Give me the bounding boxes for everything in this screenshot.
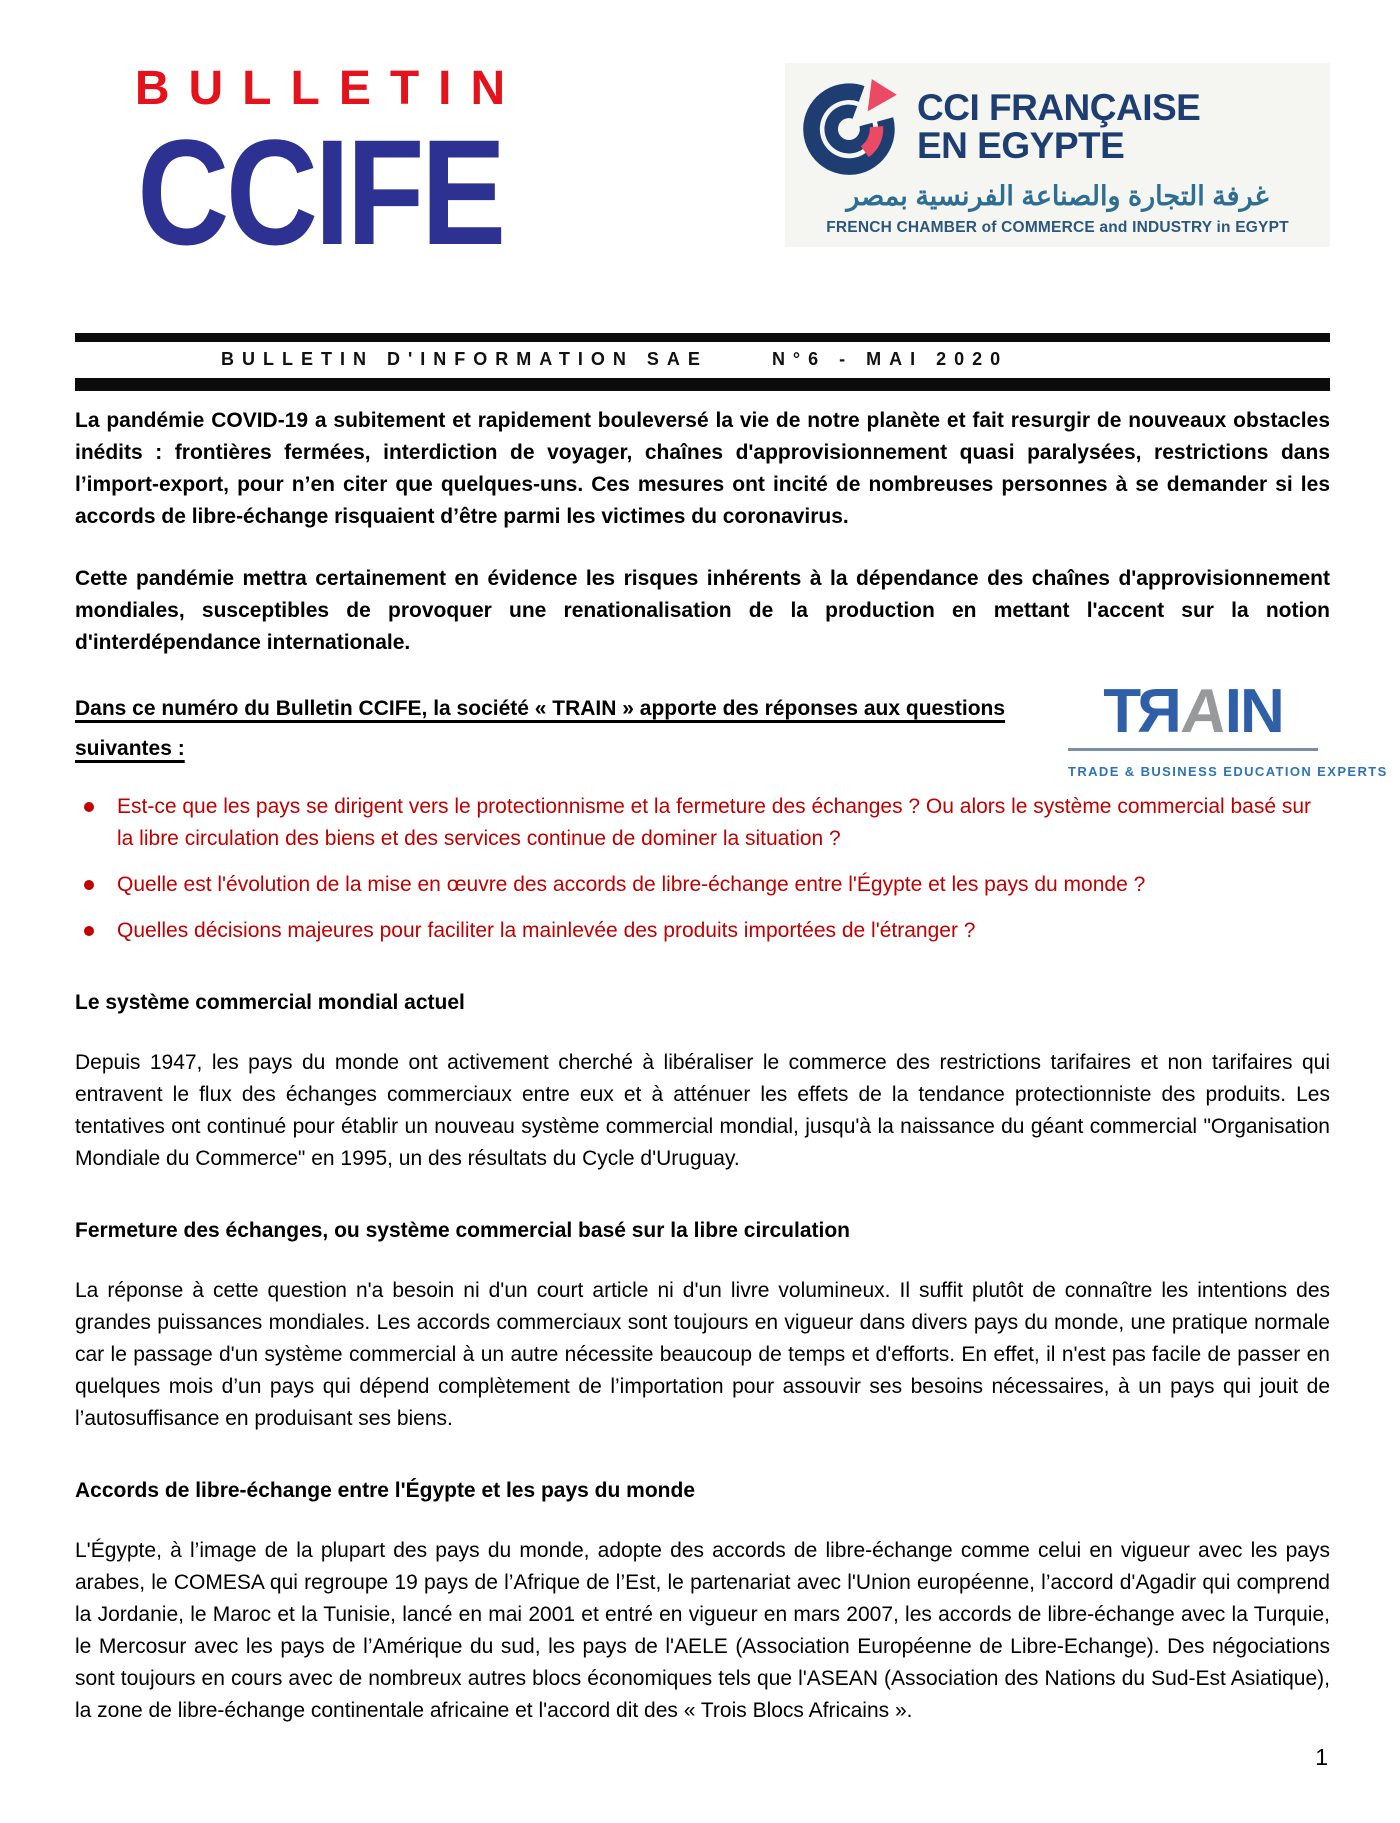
issue-banner	[75, 333, 1330, 391]
train-wordmark-icon	[1068, 677, 1318, 746]
masthead-title-block	[95, 62, 545, 276]
issue-banner-number: N°6 - MAI 2020	[771, 349, 1009, 369]
train-letter-t: T	[1103, 677, 1140, 746]
cci-org-name	[917, 89, 1200, 164]
train-letter-n: N	[1239, 677, 1283, 746]
page-number: 1	[1315, 1744, 1328, 1770]
section-body-free-trade-agreements: L'Égypte, à l’image de la plupart des pays du monde, adopte des accords de libre-échange comme celui en vigueur avec les pays arabes, le COMESA qui regroupe 19 pays de l’Afrique de l’Est, le partenariat avec l'Union européenne, l’accord d'Agadir qui comprend la Jordanie, le Maroc et la Tunisie, lancé en mai 2001 et entré en vigueur en mars 2007, les accords de libre-échange avec la Turquie, le Mercosur avec les pays de l’Amérique du sud, les pays de l'AELE (Association Européenne de Libre-Echange). Des négociations sont toujours en cours avec de nombreux autres blocs économiques tels que l'ASEAN (Association des Nations du Sud-Est Asiatique), la zone de libre-échange continentale africaine et l'accord dit des « Trois Blocs Africains ».	[75, 1539, 1330, 1722]
lead-in-row	[75, 677, 1388, 779]
question-list	[75, 791, 1330, 947]
train-logo	[1068, 677, 1388, 788]
section-body-world-trade-system: Depuis 1947, les pays du monde ont activement cherché à libéraliser le commerce des restrictions tarifaires et non tarifaires qui entravent le flux des échanges commerciaux entre eux et à atténuer les effets de la tendance protectionniste des produits. Les tentatives ont continué pour établir un nouveau système commercial mondial, jusqu'à la naissance du géant commercial "Organisation Mondiale du Commerce" en 1995, un des résultats du Cycle d'Uruguay.	[75, 1051, 1330, 1170]
cci-english-name: FRENCH CHAMBER of COMMERCE and INDUSTRY in EGYPT	[826, 219, 1289, 237]
section-heading-free-trade-agreements: Accords de libre-échange entre l'Égypte et les pays du monde	[75, 1479, 696, 1502]
intro-paragraph-1: La pandémie COVID-19 a subitement et rapidement bouleversé la vie de notre planète et fait resurgir de nouveaux obstacles inédits : frontières fermées, interdiction de voyager, chaînes d'approvisionnement quasi paralysées, restrictions dans l’import-export, pour n’en citer que quelques-uns. Ces mesures ont incité de nombreuses personnes à se demander si les accords de libre-échange risquaient d’être parmi les victimes du coronavirus.	[75, 409, 1330, 528]
bullet-dot-icon	[84, 926, 94, 936]
article-body	[75, 405, 1388, 1727]
cci-logo-icon	[799, 75, 903, 179]
section-heading-world-trade-system: Le système commercial mondial actuel	[75, 991, 465, 1014]
section-heading-trade-closure: Fermeture des échanges, ou système commercial basé sur la libre circulation	[75, 1219, 850, 1242]
bullet-dot-icon	[84, 880, 94, 890]
cci-logo-box	[785, 63, 1330, 247]
issue-banner-title: BULLETIN D'INFORMATION SAE	[221, 349, 708, 369]
intro-paragraph-2: Cette pandémie mettra certainement en évidence les risques inhérents à la dépendance des chaînes d'approvisionnement mondiales, susceptibles de provoquer une renationalisation de la production en mettant l'accent sur la notion d'interdépendance internationale.	[75, 567, 1330, 654]
train-letter-a: A	[1178, 677, 1229, 746]
question-item	[75, 869, 1330, 901]
bullet-dot-icon	[84, 802, 94, 812]
train-letter-r-mirrored: R	[1139, 677, 1182, 746]
train-letter-i: I	[1224, 677, 1240, 746]
section-body-trade-closure: La réponse à cette question n'a besoin ni d'un court article ni d'un livre volumineux. Il suffit plutôt de connaître les intentions des grandes puissances mondiales. Les accords commerciaux sont toujours en vigueur dans divers pays du monde, une pratique normale car le passage d'un système commercial à un autre nécessite beaucoup de temps et d'efforts. En effet, il n'est pas facile de passer en quelques mois d’un pays qui dépend complètement de l’importation pour assouvir ses besoins nécessaires, à un pays qui jouit de l’autosuffisance en produisant ses biens.	[75, 1279, 1330, 1430]
lead-in-text: Dans ce numéro du Bulletin CCIFE, la société « TRAIN » apporte des réponses aux questions suivantes :	[75, 697, 1006, 760]
masthead	[75, 30, 1330, 333]
cci-logo-row	[799, 75, 1316, 179]
question-text: Quelles décisions majeures pour faciliter la mainlevée des produits importées de l'étranger ?	[117, 919, 976, 942]
question-item	[75, 915, 1330, 947]
question-text: Quelle est l'évolution de la mise en œuvre des accords de libre-échange entre l'Égypte et les pays du monde ?	[117, 873, 1146, 896]
bulletin-title: BULLETIN	[134, 62, 525, 115]
ccife-title: CCIFE	[137, 108, 503, 276]
cci-arabic-name: غرفة التجارة والصناعة الفرنسية بمصر	[846, 181, 1269, 211]
question-text: Est-ce que les pays se dirigent vers le protectionnisme et la fermeture des échanges ? Ou alors le système commercial basé sur la libre circulation des biens et des services continue de dominer la situation ?	[117, 795, 1312, 850]
train-logo-rule	[1068, 748, 1318, 751]
cci-org-name-line2: EN EGYPTE	[917, 125, 1125, 166]
question-item	[75, 791, 1330, 855]
train-tagline: TRADE & BUSINESS EDUCATION EXPERTS	[1068, 764, 1388, 779]
cci-org-name-line1: CCI FRANÇAISE	[917, 87, 1201, 129]
